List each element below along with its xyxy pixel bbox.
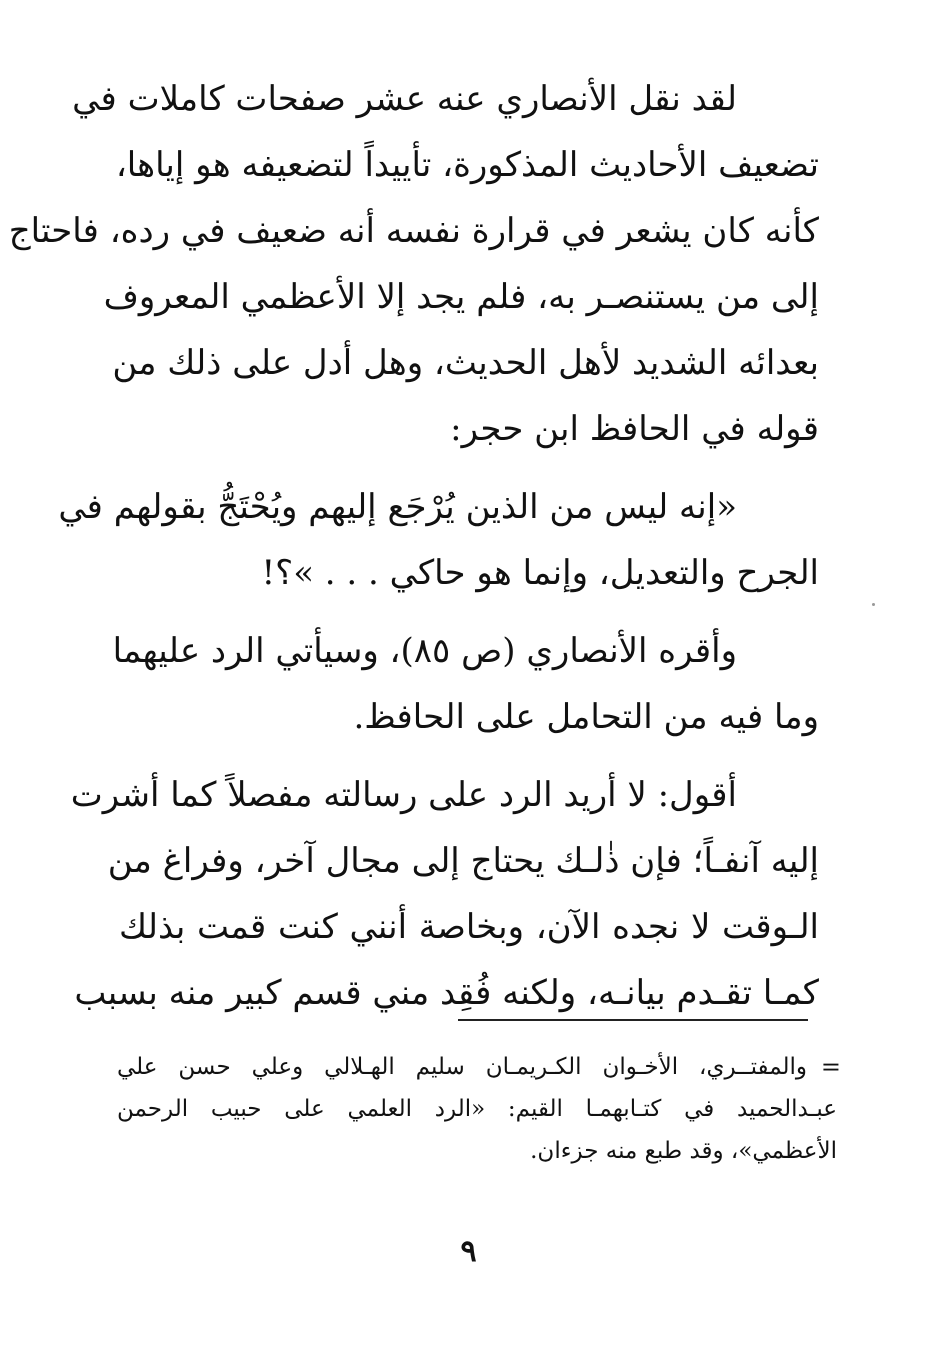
paragraph-1 xyxy=(8,66,819,462)
text-line: قوله في الحافظ ابن حجر: xyxy=(450,409,819,449)
scan-speck xyxy=(872,603,875,606)
text-line: وما فيه من التحامل على الحافظ. xyxy=(353,697,819,737)
paragraph-spacer xyxy=(119,606,819,618)
quote-line: «إنه ليس من الذين يُرْجَع إليهم ويُحْتَجُّ بقولهم في xyxy=(58,487,737,527)
text-line: وأقره الأنصاري (ص ٨٥)، وسيأتي الرد عليهما xyxy=(112,631,737,671)
text-line: تضعيف الأحاديث المذكورة، تأييداً لتضعيفه هو إياها، xyxy=(115,145,819,185)
paragraph-2 xyxy=(112,618,819,750)
text-line: الـوقت لا نجده الآن، وبخاصة أنني كنت قمت بذلك xyxy=(119,907,819,947)
page-number: ٩ xyxy=(460,1234,477,1269)
footnote-continuation-mark: = xyxy=(820,1053,841,1081)
text-line: بعدائه الشديد لأهل الحديث، وهل أدل على ذلك من xyxy=(112,343,819,383)
quote-block xyxy=(58,474,819,606)
quote-line: الجرح والتعديل، وإنما هو حاكي . . . »؟! xyxy=(261,553,819,593)
text-line: كمـا تقـدم بيانـه، ولكنه فُقِد مني قسم كبير منه بسبب xyxy=(74,973,819,1013)
text-line: أقول: لا أريد الرد على رسالته مفصلاً كما أشرت xyxy=(70,775,737,815)
paragraph-spacer xyxy=(119,462,819,474)
footnote-block xyxy=(117,1046,841,1172)
text-line: إليه آنفـاً؛ فإن ذٰلـك يحتاج إلى مجال آخر، وفراغ من xyxy=(107,841,819,881)
text-line: لقد نقل الأنصاري عنه عشر صفحات كاملات في xyxy=(72,79,737,119)
footnote-line: الأعظمي»، وقد طبع منه جزءان. xyxy=(530,1138,837,1164)
paragraph-3 xyxy=(70,762,819,1026)
paragraph-spacer xyxy=(119,750,819,762)
text-line: إلى من يستنصـر به، فلم يجد إلا الأعظمي المعروف xyxy=(103,277,819,317)
footnote-divider xyxy=(458,1019,808,1021)
footnote-line: عبـدالحميد في كتـابهمـا القيم: «الرد العلمي على حبيب الرحمن xyxy=(117,1096,837,1122)
main-text xyxy=(8,66,819,1026)
footnote-line: والمفتــري، الأخـوان الكـريمـان سليم الهـلالي وعلي حسن علي xyxy=(117,1054,807,1080)
text-line: كأنه كان يشعر في قرارة نفسه أنه ضعيف في رده، فاحتاج xyxy=(8,211,819,251)
